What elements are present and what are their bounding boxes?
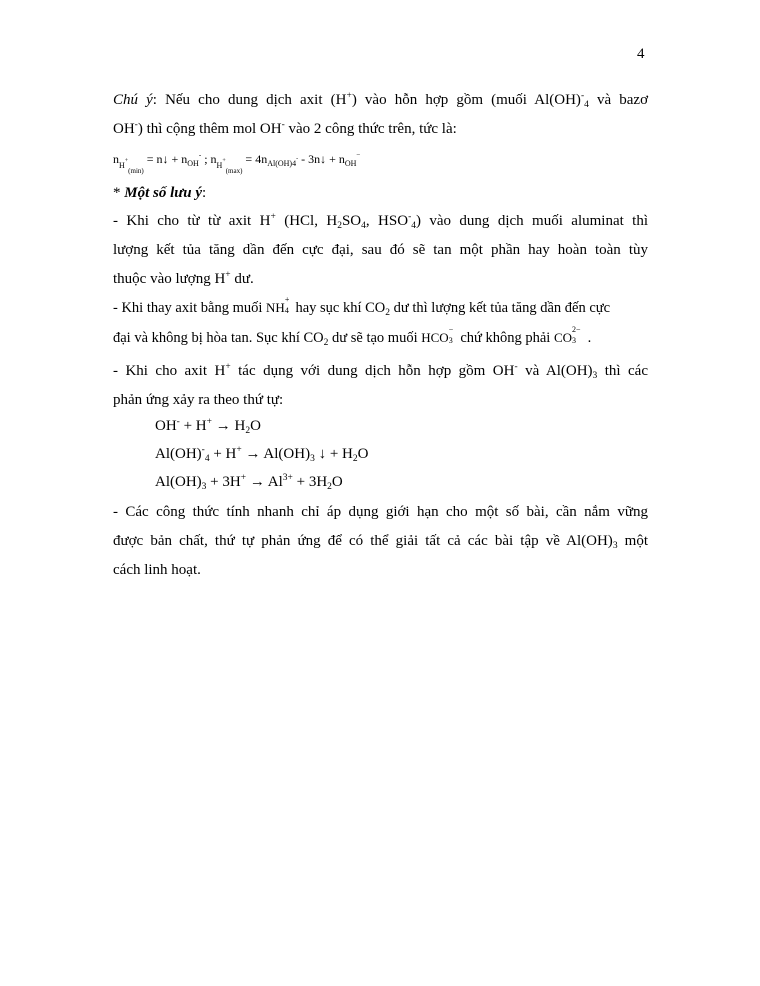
notes-heading: * Một số lưu ý: [113, 185, 207, 201]
item2-line-2: đại và không bị hòa tan. Sục khí $CO_2$ dư sẽ tạo muối HCO − 3 chứ không phải CO 2− 3 . [113, 325, 592, 348]
reaction-1: $OH^- + H^+ \to H_2O$ [155, 417, 261, 436]
note-line-1: Chú ý: Nếu cho dung dịch axit (H+) vào hỗn hợp gồm (muối $Al(OH)^-_4$ và bazơ [113, 91, 648, 110]
note-label: Chú ý [113, 92, 153, 108]
item4-line-2: được bản chất, thứ tự phản ứng để có thể giải tất cả các bài tập về $Al(OH)_3$ một [113, 533, 649, 551]
item3-line-2: phản ứng xảy ra theo thứ tự: [113, 392, 284, 408]
reaction-2: $Al(OH)^-_4 + H^+ \to Al(OH)_3$ ↓ + $H_2O$ [155, 445, 369, 464]
item3-line-1: - Khi cho axit H+ tác dụng với dung dịch hỗn hợp gồm OH- và $Al(OH)_3$ thì các [113, 362, 648, 381]
page-number: 4 [637, 46, 645, 62]
note-line-2: OH-) thì cộng thêm mol OH- vào 2 công thức trên, tức là: [113, 120, 457, 137]
item2-line-1: - Khi thay axit bằng muối NH + 4 hay sục khí $CO_2$ dư thì lượng kết tủa tăng dần đến cực [113, 295, 611, 318]
item1-line-3: thuộc vào lượng H+ dư. [113, 270, 254, 287]
item1-line-1: - Khi cho từ từ axit H+ (HCl, $H_2SO_4$, $HSO^-_4$) vào dung dịch muối aluminat thì [113, 212, 648, 231]
item4-line-1: - Các công thức tính nhanh chỉ áp dụng giới hạn cho một số bài, cần nắm vững [113, 504, 648, 520]
item4-line-3: cách linh hoạt. [113, 562, 201, 578]
item1-line-2: lượng kết tủa tăng dần đến cực đại, sau đó sẽ tan một phần hay hoàn toàn tùy [113, 242, 648, 258]
reaction-3: $Al(OH)_3 + 3H^+ \to Al^{3+} + 3H_2O$ [155, 473, 343, 492]
formula-line: nH+(min) = n↓ + $n_{OH}^-$ ; $nH^+(\max) = 4n_{Al(OH)4^-}$ - 3n↓ + $n_{OH}^-$ [113, 151, 361, 175]
